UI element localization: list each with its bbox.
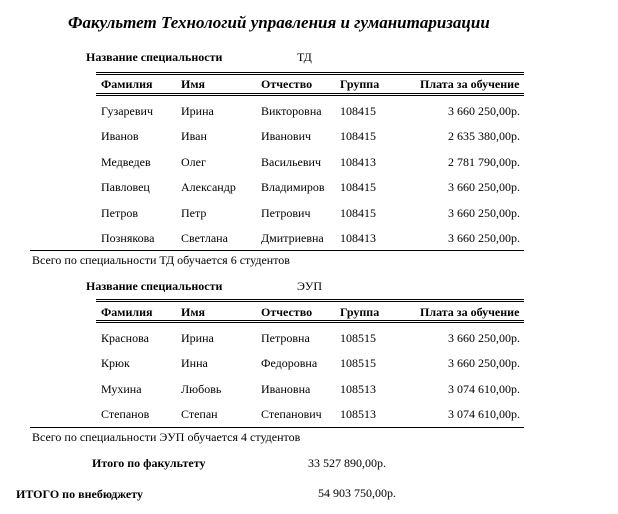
- table-header-rule: [96, 301, 524, 302]
- cell-lastname: Мухина: [101, 381, 142, 396]
- cell-firstname: Светлана: [181, 231, 228, 245]
- cell-patronymic: Васильевич: [261, 154, 321, 169]
- column-header-firstname: Имя: [181, 305, 205, 319]
- table-header-rule: [96, 322, 524, 323]
- cell-group: 108515: [340, 356, 376, 371]
- cell-group: 108415: [340, 180, 376, 195]
- cell-firstname: Иван: [181, 129, 207, 144]
- cell-fee: 3 660 250,00р.: [448, 331, 520, 345]
- cell-firstname: Ирина: [181, 104, 214, 118]
- column-header-group: Группа: [340, 77, 380, 91]
- cell-firstname: Петр: [181, 205, 207, 220]
- table-header-rule: [96, 93, 524, 94]
- cell-fee: 3 660 250,00р.: [448, 356, 520, 371]
- column-header-patronymic: Отчество: [261, 305, 313, 319]
- cell-group: 108413: [340, 154, 376, 169]
- column-header-lastname: Фамилия: [101, 77, 153, 91]
- cell-group: 108415: [340, 104, 376, 118]
- cell-group: 108413: [340, 231, 376, 245]
- column-header-lastname: Фамилия: [101, 305, 153, 319]
- faculty-total-label: Итого по факультету: [92, 456, 206, 470]
- cell-firstname: Олег: [181, 154, 206, 169]
- column-header-group: Группа: [340, 305, 380, 319]
- column-header-firstname: Имя: [181, 77, 205, 91]
- column-header-fee: Плата за обучение: [420, 305, 520, 319]
- cell-firstname: Любовь: [181, 381, 222, 396]
- cell-lastname: Гузаревич: [101, 104, 153, 118]
- cell-patronymic: Ивановна: [261, 381, 311, 396]
- table-header-rule: [96, 320, 524, 321]
- report-title: Факультет Технологий управления и гуманитаризации: [68, 13, 490, 32]
- cell-group: 108515: [340, 331, 376, 345]
- cell-lastname: Степанов: [101, 406, 150, 421]
- cell-fee: 3 660 250,00р.: [448, 231, 520, 245]
- cell-fee: 3 660 250,00р.: [448, 205, 520, 220]
- cell-patronymic: Степанович: [261, 406, 322, 421]
- column-header-patronymic: Отчество: [261, 77, 313, 91]
- cell-lastname: Павловец: [101, 180, 150, 195]
- cell-lastname: Иванов: [101, 129, 139, 144]
- cell-lastname: Крюк: [101, 356, 130, 371]
- cell-group: 108415: [340, 129, 376, 144]
- section-divider: [30, 427, 524, 428]
- section-divider: [30, 250, 524, 251]
- cell-firstname: Инна: [181, 356, 208, 371]
- cell-patronymic: Иванович: [261, 129, 312, 144]
- cell-firstname: Ирина: [181, 331, 214, 345]
- cell-fee: 2 635 380,00р.: [448, 129, 520, 144]
- cell-patronymic: Владимиров: [261, 180, 325, 195]
- cell-fee: 3 660 250,00р.: [448, 104, 520, 118]
- table-header-rule: [96, 72, 524, 73]
- table-header-rule: [96, 299, 524, 300]
- cell-group: 108415: [340, 205, 376, 220]
- cell-firstname: Александр: [181, 180, 236, 195]
- specialty-name: ТД: [297, 50, 312, 64]
- cell-group: 108513: [340, 381, 376, 396]
- table-header-rule: [96, 74, 524, 75]
- cell-fee: 2 781 790,00р.: [448, 154, 520, 169]
- cell-fee: 3 074 610,00р.: [448, 381, 520, 396]
- budget-total-value: 54 903 750,00р.: [318, 486, 396, 500]
- section-summary: Всего по специальности ТД обучается 6 студентов: [32, 253, 290, 267]
- cell-patronymic: Петрович: [261, 205, 311, 220]
- cell-lastname: Познякова: [101, 231, 155, 245]
- specialty-label: Название специальности: [86, 279, 223, 293]
- cell-firstname: Степан: [181, 406, 218, 421]
- specialty-name: ЭУП: [297, 279, 323, 293]
- cell-group: 108513: [340, 406, 376, 421]
- cell-patronymic: Дмитриевна: [261, 231, 324, 245]
- cell-fee: 3 074 610,00р.: [448, 406, 520, 421]
- budget-total-label: ИТОГО по внебюджету: [16, 487, 143, 501]
- cell-fee: 3 660 250,00р.: [448, 180, 520, 195]
- table-header-rule: [96, 95, 524, 96]
- section-summary: Всего по специальности ЭУП обучается 4 студентов: [32, 430, 301, 444]
- specialty-label: Название специальности: [86, 50, 223, 64]
- faculty-total-value: 33 527 890,00р.: [308, 456, 386, 470]
- cell-lastname: Краснова: [101, 331, 149, 345]
- cell-lastname: Петров: [101, 205, 139, 220]
- cell-lastname: Медведев: [101, 154, 151, 169]
- cell-patronymic: Петровна: [261, 331, 310, 345]
- cell-patronymic: Федоровна: [261, 356, 318, 371]
- column-header-fee: Плата за обучение: [420, 77, 520, 91]
- cell-patronymic: Викторовна: [261, 104, 322, 118]
